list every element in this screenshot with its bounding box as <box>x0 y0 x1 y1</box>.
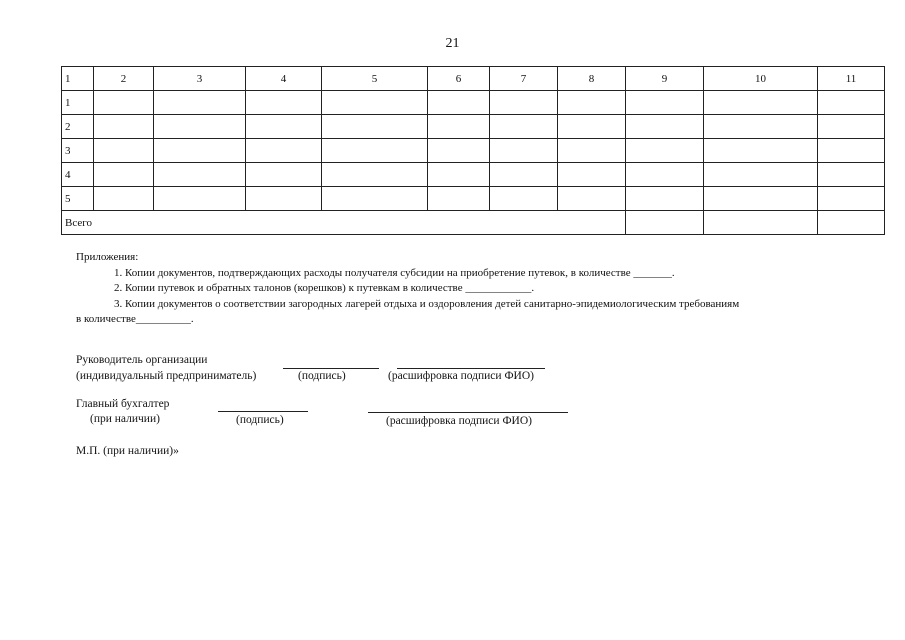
column-header: 8 <box>558 67 626 91</box>
accountant-signature-line <box>218 411 308 412</box>
total-label: Всего <box>62 211 626 235</box>
appendix-item: 2. Копии путевок и обратных талонов (корешков) к путевкам в количестве ____________. <box>114 282 535 294</box>
head-title: Руководитель организации <box>76 354 208 366</box>
accountant-signature-caption: (подпись) <box>236 414 284 426</box>
accountant-name-line <box>368 412 568 413</box>
column-header: 3 <box>154 67 246 91</box>
row-number: 5 <box>62 187 94 211</box>
table-row <box>62 139 885 163</box>
column-header: 6 <box>428 67 490 91</box>
appendix-item-continuation: в количестве__________. <box>76 313 194 325</box>
appendix-item: 3. Копии документов о соответствии загородных лагерей отдыха и оздоровления детей санитарно-эпидемиологическим требованиям <box>114 297 740 310</box>
accountant-name-caption: (расшифровка подписи ФИО) <box>386 415 532 427</box>
row-number: 4 <box>62 163 94 187</box>
table-header-row <box>62 67 885 91</box>
appendix-section <box>76 250 876 328</box>
head-name-caption: (расшифровка подписи ФИО) <box>388 370 534 382</box>
head-subtitle: (индивидуальный предприниматель) <box>76 370 257 382</box>
head-signature-caption: (подпись) <box>298 370 346 382</box>
column-header: 7 <box>490 67 558 91</box>
row-number: 1 <box>62 91 94 115</box>
row-number: 3 <box>62 139 94 163</box>
table-row <box>62 163 885 187</box>
column-header: 4 <box>246 67 322 91</box>
table-row <box>62 187 885 211</box>
stamp-label: М.П. (при наличии)» <box>76 445 179 457</box>
accountant-subtitle: (при наличии) <box>90 413 160 425</box>
head-signature-line <box>283 368 379 369</box>
table-row <box>62 115 885 139</box>
head-name-line <box>397 368 545 369</box>
column-header: 10 <box>704 67 818 91</box>
appendix-item: 1. Копии документов, подтверждающих расходы получателя субсидии на приобретение путевок, в количестве _______. <box>114 266 675 279</box>
column-header: 11 <box>818 67 885 91</box>
column-header: 5 <box>322 67 428 91</box>
column-header: 1 <box>62 67 94 91</box>
table-row <box>62 91 885 115</box>
report-table <box>61 66 885 235</box>
appendix-title: Приложения: <box>76 251 139 263</box>
table-total-row <box>62 211 885 235</box>
column-header: 2 <box>94 67 154 91</box>
page-number: 21 <box>445 36 460 51</box>
column-header: 9 <box>626 67 704 91</box>
row-number: 2 <box>62 115 94 139</box>
accountant-title: Главный бухгалтер <box>76 398 170 410</box>
